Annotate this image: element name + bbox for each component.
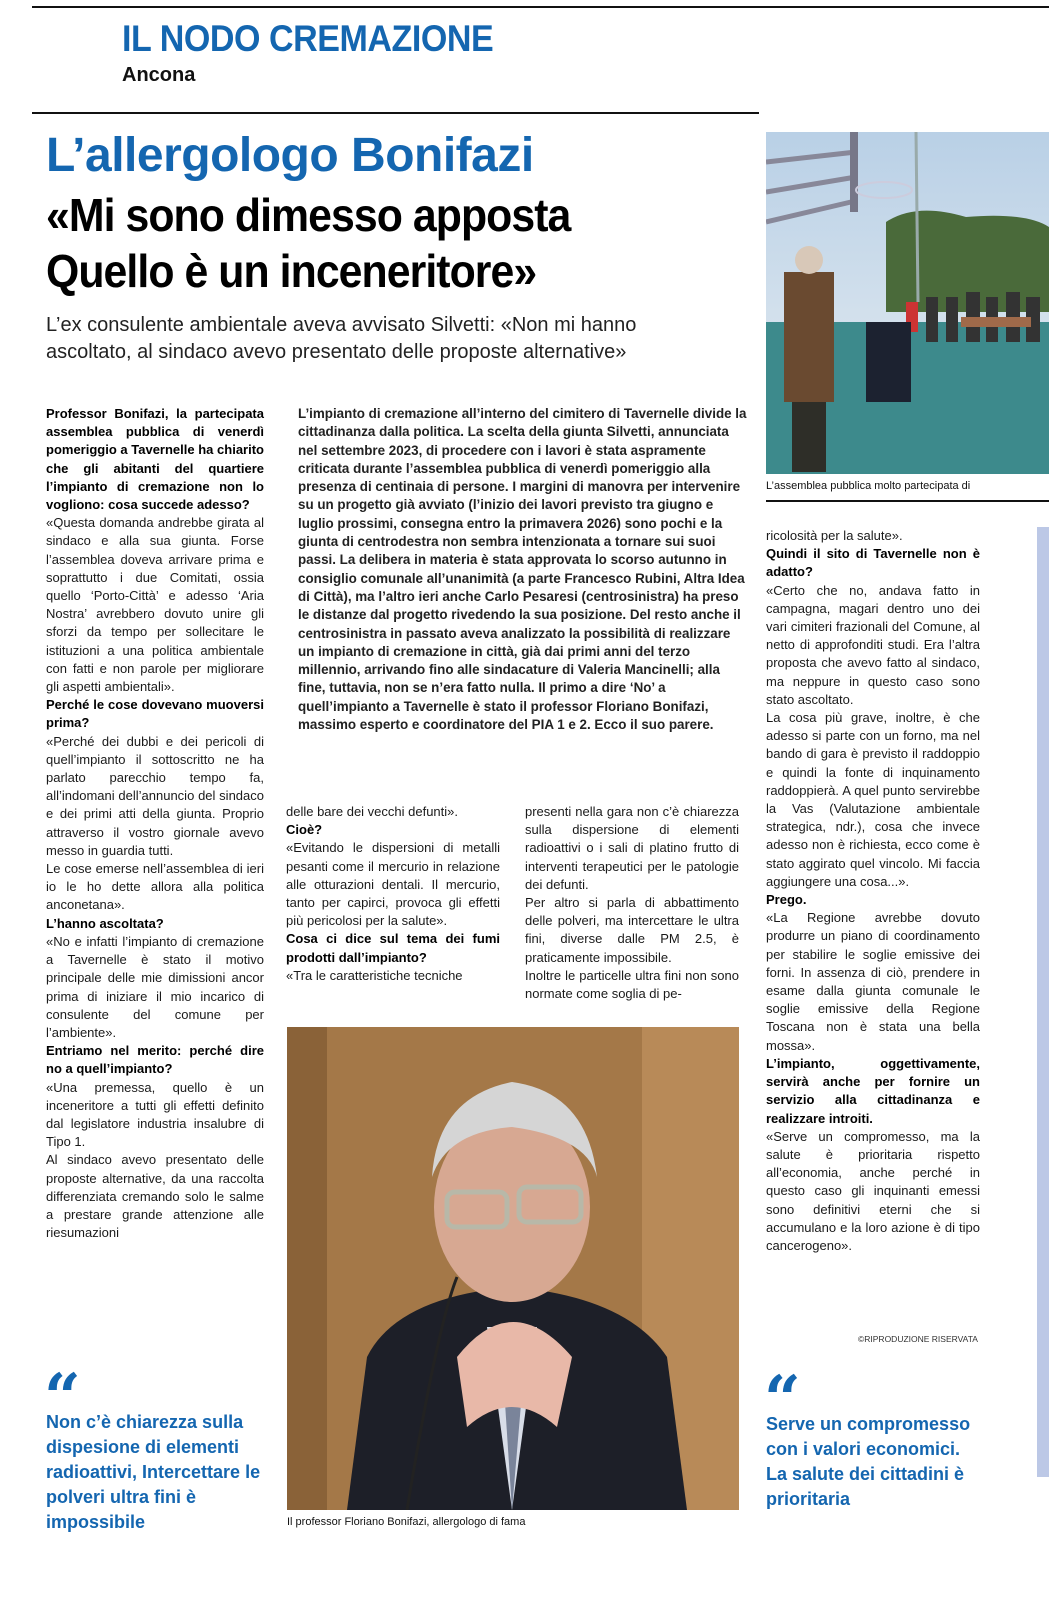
col4-a1: ricolosità per la salute». bbox=[766, 528, 903, 543]
col1-a2: «Perché dei dubbi e dei pericoli di quell’impianto il sottoscritto ne ha parlato parecchio tempo fa, all’indomani dell’annuncio del sindaco e dei primi atti della giunta. Proprio attraverso il vostro giornale avevo messo in guardia tutti. bbox=[46, 733, 264, 858]
col2-q1: Cioè? bbox=[286, 822, 323, 838]
portrait-photo-illustration bbox=[287, 1027, 739, 1510]
article-column-3 bbox=[525, 803, 739, 1003]
col4-a3: La cosa più grave, inoltre, è che adesso si parte con un forno, ma nel bando di gara è previsto il raddoppio e quindi la fonte di inquinamento raddoppierà. A quel punto servirebbe la Vas (Valutazione ambientale strategica, ndr.), cosa che invece adesso non è richiesta, ecco come è stato aggirato quel vincolo. Mi faccia aggiungere una cosa...». bbox=[766, 710, 980, 889]
assembly-photo-illustration bbox=[766, 132, 1049, 474]
headline-line-2: Quello è un inceneritore» bbox=[46, 245, 537, 297]
article-kicker: L’allergologo Bonifazi bbox=[46, 129, 534, 182]
pullquote-left: Non c’è chiarezza sulla dispesione di elementi radioattivi, Intercettare le polveri ultra fini è impossibile bbox=[46, 1412, 261, 1532]
portrait-photo bbox=[287, 1027, 739, 1510]
top-rule bbox=[32, 6, 1049, 8]
col2-a3: «Tra le caratteristiche tecniche bbox=[286, 967, 463, 983]
col2-a1: delle bare dei vecchi defunti». bbox=[286, 804, 459, 819]
header-rule bbox=[32, 112, 759, 114]
col1-a5: «Una premessa, quello è un inceneritore a tutti gli effetti definito dal legislatore industria insalubre di Tipo 1. bbox=[46, 1079, 264, 1150]
section-city: Ancona bbox=[122, 64, 196, 86]
col1-a1: «Questa domanda andrebbe girata al sindaco e alla sua giunta. Forse l’assemblea doveva arrivare prima e soprattutto i due Comitati, ossia quello ‘Porto-Città’ e adesso ‘Aria Nostra’ avrebbero dovuto unire gli sforzi da tempo per sollecitare le istituzioni a una politica ambientale con fatti e non parole per migliorare gli aspetti ambientali». bbox=[46, 515, 264, 695]
quote-icon: “ bbox=[764, 1362, 801, 1437]
assembly-photo bbox=[766, 132, 1049, 474]
copyright-notice: ©RIPRODUZIONE RISERVATA bbox=[858, 1334, 978, 1344]
pullquote-right: Serve un compromesso con i valori economici. La salute dei cittadini è prioritaria bbox=[766, 1414, 971, 1509]
headline-line-1: «Mi sono dimesso apposta bbox=[46, 189, 571, 241]
col1-a3: Le cose emerse nell’assemblea di ieri io le ho dette allora alla politica anconetana». bbox=[46, 861, 264, 913]
section-title: IL NODO CREMAZIONE bbox=[122, 18, 494, 59]
col4-a2: «Certo che no, andava fatto in campagna, magari dentro uno dei vari cimiteri frazionali del Comune, al netto di approfonditi studi. Era l’altra proposta che avevo fatto al sindaco, ma neppure in questo caso sono stato ascoltato. bbox=[766, 582, 980, 707]
col3-a2: Per altro si parla di abbattimento delle polveri, ma intercettare le ultra fini, diverse dalle PM 2.5, è praticamente impossibile. bbox=[525, 895, 739, 965]
article-headline bbox=[46, 187, 716, 299]
col1-q4: Entriamo nel merito: perché dire no a quell’impianto? bbox=[46, 1043, 264, 1077]
assembly-photo-caption: L’assemblea pubblica molto partecipata di bbox=[766, 480, 971, 492]
col4-q3: L’impianto, oggettivamente, servirà anche per fornire un servizio alla cittadinanza e realizzare introiti. bbox=[766, 1055, 980, 1126]
col1-a6: Al sindaco avevo presentato delle proposte alternative, da una raccolta differenziata cremando solo le salme a prestare grande attenzione alle riesumazioni bbox=[46, 1152, 264, 1241]
col4-q1: Quindi il sito di Tavernelle non è adatto? bbox=[766, 546, 980, 580]
col4-a4: «La Regione avrebbe dovuto produrre un piano di coordinamento per stabilire le soglie emissive dei forni. In assenza di ciò, prendere in esame dalla giunta comunale le soglie emissive della Regione Toscana non è stata una bella mossa». bbox=[766, 910, 980, 1053]
portrait-photo-caption: Il professor Floriano Bonifazi, allergologo di fama bbox=[287, 1516, 526, 1528]
col4-a5: «Serve un compromesso, ma la salute è prioritaria rispetto all’economia, anche perché in questo caso gli inquinanti emessi sono definitivi eterni che si accumulano e la loro azione è di tipo cancerogeno». bbox=[766, 1128, 980, 1253]
quote-icon: “ bbox=[44, 1360, 81, 1435]
col4-q2: Prego. bbox=[766, 892, 807, 908]
col3-a3: Inoltre le particelle ultra fini non sono normate come soglia di pe- bbox=[525, 967, 739, 1002]
article-column-2 bbox=[286, 803, 500, 985]
article-subhead: L’ex consulente ambientale aveva avvisato Silvetti: «Non mi hanno ascoltato, al sindaco avevo presentato delle proposte alternative» bbox=[46, 314, 637, 363]
col2-a2: «Evitando le dispersioni di metalli pesanti come il mercurio in relazione alle otturazioni dentali. Il mercurio, tanto per capirci, provoca gli effetti più pericolosi per la salute». bbox=[286, 840, 500, 929]
col2-q2: Cosa ci dice sul tema dei fumi prodotti dall’impianto? bbox=[286, 931, 500, 965]
col1-q3: L’hanno ascoltata? bbox=[46, 915, 164, 931]
caption-rule bbox=[766, 500, 1049, 502]
col1-a4: «No e infatti l’impianto di cremazione a Tavernelle è stato il motivo principale delle mie dimissioni ancor prima di iniziare il mio incarico di consulente del comune per l’ambiente». bbox=[46, 933, 264, 1040]
article-column-1 bbox=[46, 405, 264, 1242]
article-intro: L’impianto di cremazione all’interno del cimitero di Tavernelle divide la cittadinanza dalla politica. La scelta della giunta Silvetti, annunciata nel settembre 2023, di procedere con i lavori è stata aspramente criticata durante l’assemblea pubblica di venerdì pomeriggio alla presenza di centinaia di persone. I margini di manovra per intervenire su un progetto già avviato (l’inizio dei lavori previsto tra giugno e luglio prossimi, consegna entro la primavera 2026) sono pochi e la giunta di centrodestra non sembra intenzionata a tornare sui suoi passi. La delibera in materia è stata approvata lo scorso autunno in consiglio comunale all’unanimità (a parte Francesco Rubini, Altra Idea di Città), ma l’altro ieri anche Carlo Pesaresi (centrosinistra) ha preso le distanze dal progetto rivedendo la sua posizione. Del resto anche il centrosinistra in passato aveva analizzato la possibilità di realizzare un impianto di cremazione in città, già dai primi anni del terzo millennio, arrivando fino alle sindacature di Valeria Mancinelli; alla fine, tuttavia, non se n’era fatto nulla. Il primo a dire ‘No’ a quell’impianto a Tavernelle è stato il professor Floriano Bonifazi, massimo esperto e coordinatore del PIA 1 e 2. Ecco il suo parere. bbox=[298, 406, 747, 733]
col1-q2: Perché le cose dovevano muoversi prima? bbox=[46, 697, 264, 731]
col3-a1: presenti nella gara non c’è chiarezza sulla dispersione di elementi radioattivi o i sali di platino frutto di interventi terapeutici per le patologie dei defunti. bbox=[525, 804, 739, 892]
article-column-4 bbox=[766, 527, 980, 1255]
col1-q1: Professor Bonifazi, la partecipata assemblea pubblica di venerdì pomeriggio a Tavernelle ha chiarito che gli abitanti del quartiere l’impianto di cremazione non lo vogliono: cosa succede adesso? bbox=[46, 406, 264, 513]
sidebar-strip bbox=[1037, 527, 1049, 1477]
